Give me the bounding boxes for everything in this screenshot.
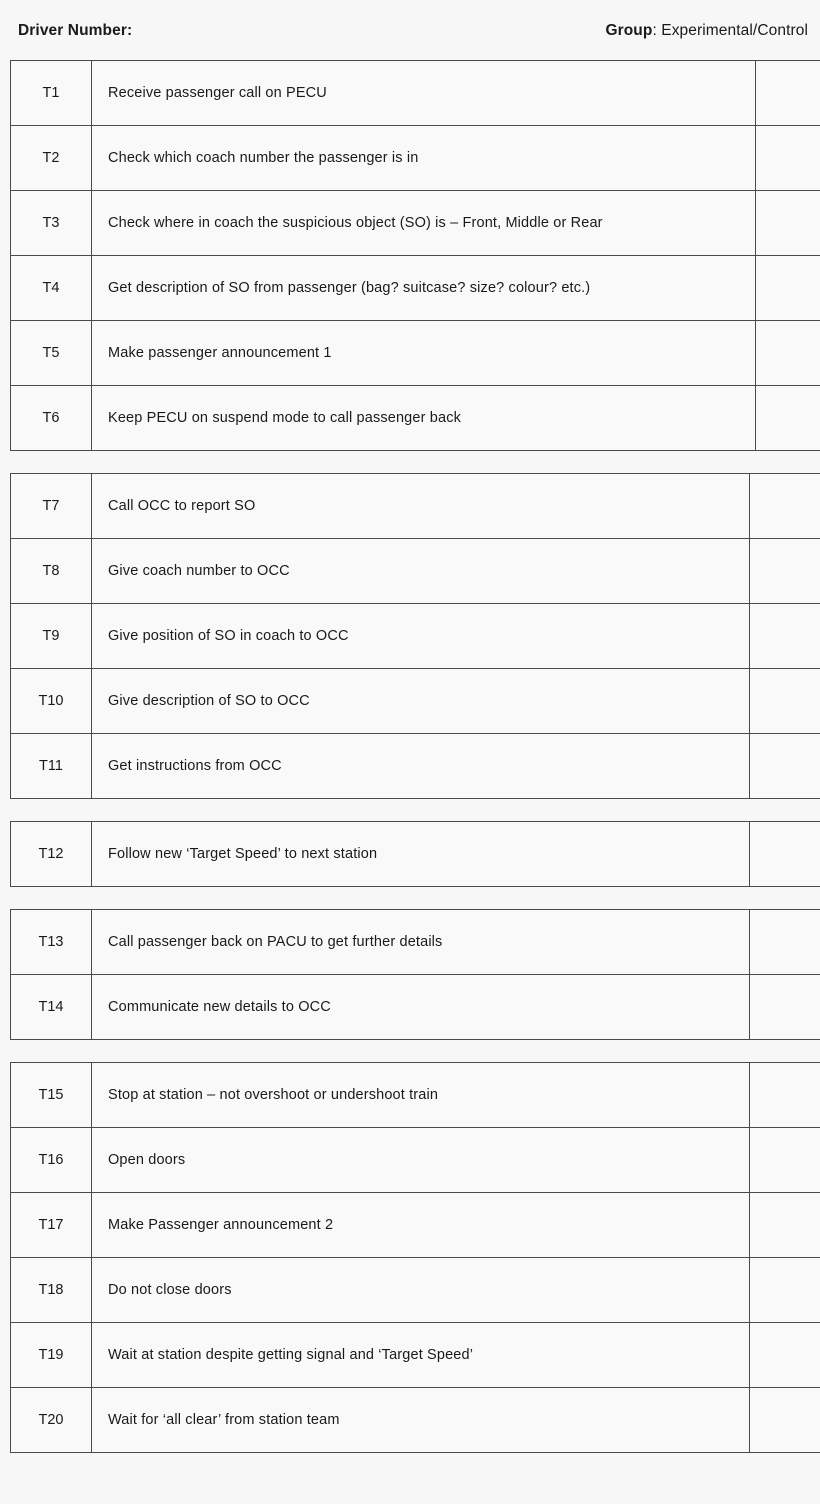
table-row xyxy=(11,61,820,126)
task-checkbox-cell[interactable] xyxy=(750,1193,820,1258)
task-description-cell: Receive passenger call on PECU xyxy=(92,61,756,126)
task-group-table xyxy=(10,909,820,1040)
task-code-cell: T19 xyxy=(11,1323,92,1388)
table-row xyxy=(11,1323,820,1388)
task-description-cell: Make passenger announcement 1 xyxy=(92,321,756,386)
table-row xyxy=(11,822,820,887)
task-tables-container xyxy=(10,60,810,1453)
task-checkbox-cell[interactable] xyxy=(756,321,820,386)
task-checkbox-cell[interactable] xyxy=(750,604,820,669)
table-row xyxy=(11,256,820,321)
task-description-cell: Communicate new details to OCC xyxy=(92,975,750,1040)
task-code-cell: T11 xyxy=(11,734,92,799)
task-checkbox-cell[interactable] xyxy=(756,126,820,191)
task-code-cell: T16 xyxy=(11,1128,92,1193)
task-description-cell: Follow new ‘Target Speed’ to next station xyxy=(92,822,750,887)
task-code-cell: T6 xyxy=(11,386,92,451)
task-description-cell: Wait for ‘all clear’ from station team xyxy=(92,1388,750,1453)
task-checkbox-cell[interactable] xyxy=(750,910,820,975)
task-code-cell: T9 xyxy=(11,604,92,669)
task-code-cell: T3 xyxy=(11,191,92,256)
task-description-cell: Give description of SO to OCC xyxy=(92,669,750,734)
task-code-cell: T15 xyxy=(11,1063,92,1128)
task-description-cell: Get description of SO from passenger (bag? suitcase? size? colour? etc.) xyxy=(92,256,756,321)
task-code-cell: T10 xyxy=(11,669,92,734)
group-field xyxy=(605,22,808,40)
table-row xyxy=(11,191,820,256)
table-row xyxy=(11,474,820,539)
task-description-cell: Make Passenger announcement 2 xyxy=(92,1193,750,1258)
group-label: Group xyxy=(605,22,653,39)
task-code-cell: T1 xyxy=(11,61,92,126)
task-code-cell: T18 xyxy=(11,1258,92,1323)
table-row xyxy=(11,975,820,1040)
task-checkbox-cell[interactable] xyxy=(750,669,820,734)
task-description-cell: Check where in coach the suspicious object (SO) is – Front, Middle or Rear xyxy=(92,191,756,256)
task-checkbox-cell[interactable] xyxy=(750,822,820,887)
task-checkbox-cell[interactable] xyxy=(750,474,820,539)
task-checkbox-cell[interactable] xyxy=(750,975,820,1040)
task-code-cell: T7 xyxy=(11,474,92,539)
table-row xyxy=(11,1193,820,1258)
task-code-cell: T4 xyxy=(11,256,92,321)
table-row xyxy=(11,386,820,451)
table-row xyxy=(11,1258,820,1323)
task-description-cell: Stop at station – not overshoot or undershoot train xyxy=(92,1063,750,1128)
table-row xyxy=(11,321,820,386)
task-code-cell: T20 xyxy=(11,1388,92,1453)
table-row xyxy=(11,1128,820,1193)
task-code-cell: T5 xyxy=(11,321,92,386)
task-checkbox-cell[interactable] xyxy=(750,1063,820,1128)
task-description-cell: Call OCC to report SO xyxy=(92,474,750,539)
task-description-cell: Do not close doors xyxy=(92,1258,750,1323)
page-header xyxy=(10,22,810,40)
task-group-table xyxy=(10,60,820,451)
task-checkbox-cell[interactable] xyxy=(750,1258,820,1323)
table-row xyxy=(11,126,820,191)
task-description-cell: Wait at station despite getting signal and ‘Target Speed’ xyxy=(92,1323,750,1388)
task-description-cell: Keep PECU on suspend mode to call passenger back xyxy=(92,386,756,451)
task-code-cell: T8 xyxy=(11,539,92,604)
task-checkbox-cell[interactable] xyxy=(756,191,820,256)
task-description-cell: Call passenger back on PACU to get further details xyxy=(92,910,750,975)
task-code-cell: T17 xyxy=(11,1193,92,1258)
task-checkbox-cell[interactable] xyxy=(756,386,820,451)
table-row xyxy=(11,1388,820,1453)
task-code-cell: T12 xyxy=(11,822,92,887)
task-group-table xyxy=(10,473,820,799)
task-description-cell: Get instructions from OCC xyxy=(92,734,750,799)
task-checkbox-cell[interactable] xyxy=(750,1388,820,1453)
task-group-table xyxy=(10,821,820,887)
task-code-cell: T13 xyxy=(11,910,92,975)
table-row xyxy=(11,734,820,799)
task-checkbox-cell[interactable] xyxy=(756,256,820,321)
task-code-cell: T14 xyxy=(11,975,92,1040)
task-description-cell: Check which coach number the passenger is in xyxy=(92,126,756,191)
table-row xyxy=(11,669,820,734)
table-row xyxy=(11,910,820,975)
group-value: : Experimental/Control xyxy=(652,22,808,39)
task-checkbox-cell[interactable] xyxy=(750,1323,820,1388)
task-group-table xyxy=(10,1062,820,1453)
task-checkbox-cell[interactable] xyxy=(750,539,820,604)
task-checkbox-cell[interactable] xyxy=(750,734,820,799)
driver-number-label: Driver Number: xyxy=(18,22,133,39)
task-description-cell: Give coach number to OCC xyxy=(92,539,750,604)
task-description-cell: Open doors xyxy=(92,1128,750,1193)
task-checkbox-cell[interactable] xyxy=(750,1128,820,1193)
table-row xyxy=(11,604,820,669)
table-row xyxy=(11,539,820,604)
task-checkbox-cell[interactable] xyxy=(756,61,820,126)
task-code-cell: T2 xyxy=(11,126,92,191)
task-description-cell: Give position of SO in coach to OCC xyxy=(92,604,750,669)
table-row xyxy=(11,1063,820,1128)
